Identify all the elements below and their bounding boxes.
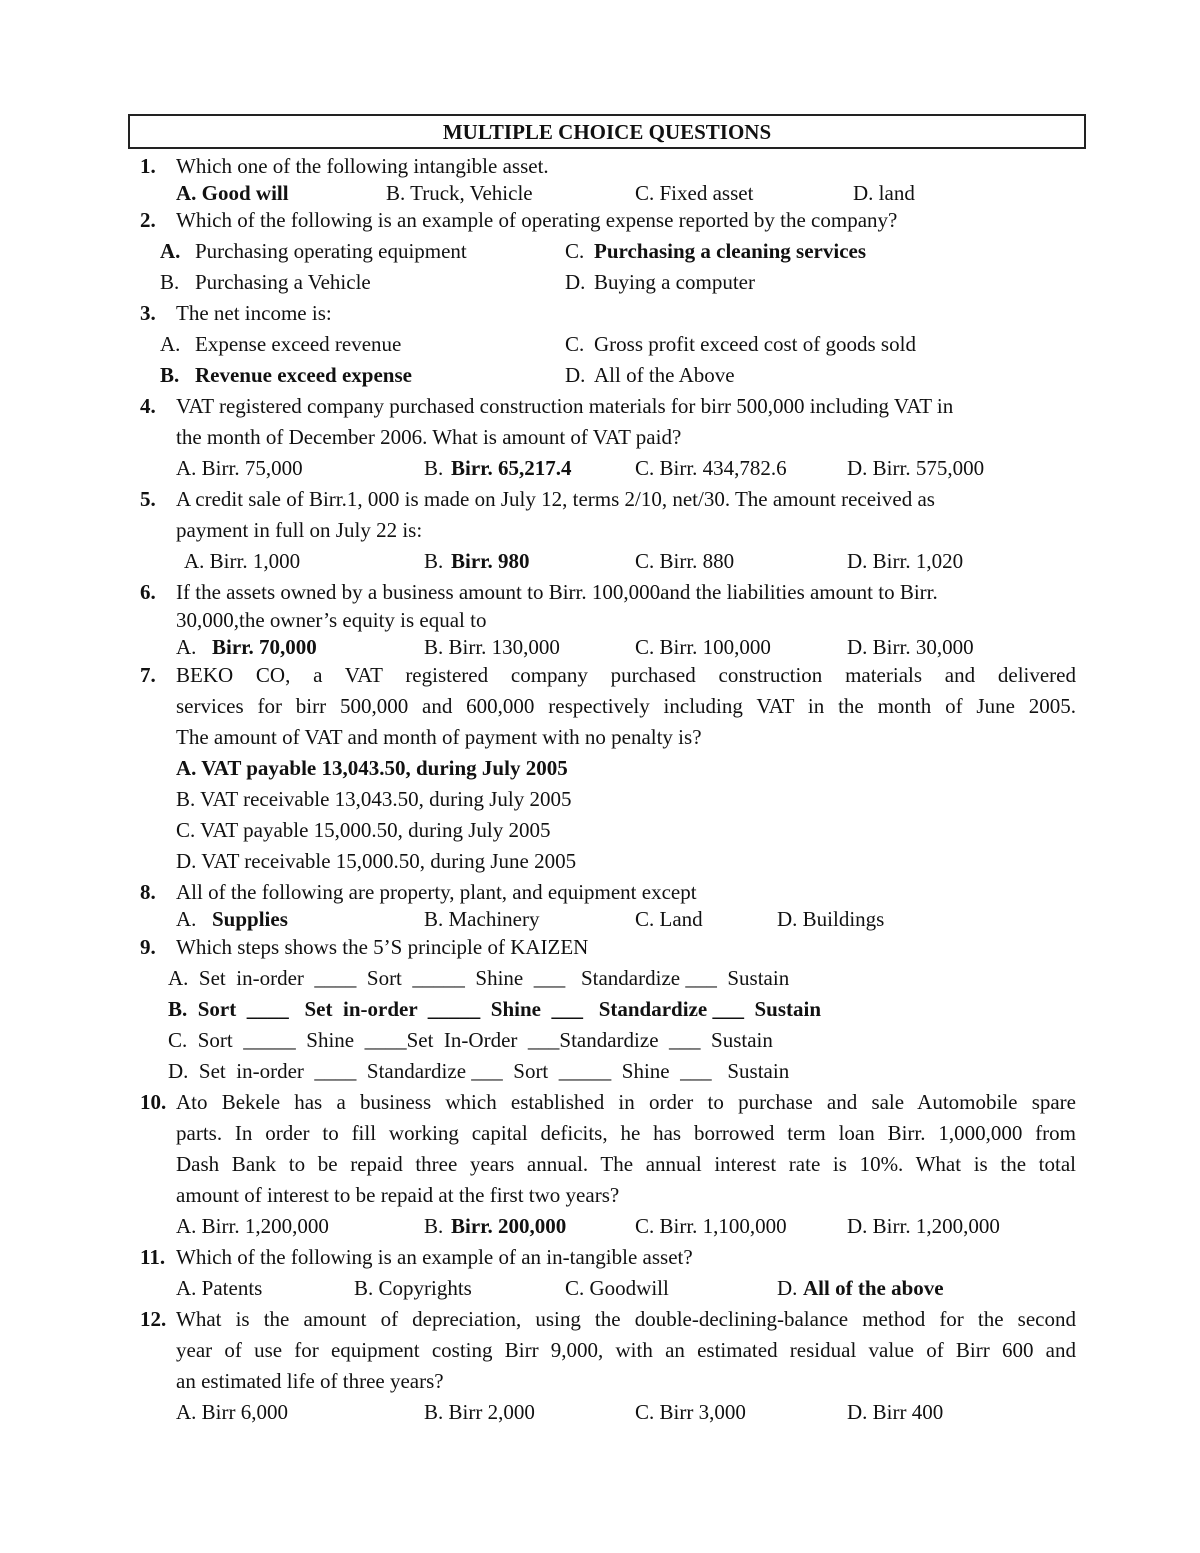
- question-text-line1: What is the amount of depreciation, using the double-declining-balance method for the second: [176, 1307, 1076, 1331]
- page-title: MULTIPLE CHOICE QUESTIONS: [128, 114, 1086, 149]
- option-b: Birr. 65,217.4: [451, 456, 572, 480]
- option-b: Birr. 980: [451, 549, 530, 573]
- option-c: C. Land: [635, 907, 703, 931]
- question-text: Which steps shows the 5’S principle of KAIZEN: [176, 935, 589, 959]
- question-number: 2.: [140, 208, 156, 232]
- option-c: C. Fixed asset: [635, 181, 754, 205]
- question-text-line2: 30,000,the owner’s equity is equal to: [176, 608, 487, 632]
- question-text-line1: BEKO CO, a VAT registered company purchased construction materials and delivered: [176, 663, 1076, 687]
- option-d-letter: D.: [777, 1276, 798, 1300]
- question-text-line1: If the assets owned by a business amount to Birr. 100,000and the liabilities amount to Birr.: [176, 580, 938, 604]
- option-d: D. land: [853, 181, 915, 205]
- option-d: D. Birr. 30,000: [847, 635, 974, 659]
- question-text-line2: services for birr 500,000 and 600,000 respectively including VAT in the month of June 2005.: [176, 694, 1076, 718]
- question-text-line2: parts. In order to fill working capital deficits, he has borrowed term loan Birr. 1,000,000 from: [176, 1121, 1076, 1145]
- option-b-letter: B.: [424, 1214, 444, 1238]
- option-c: C. Birr. 100,000: [635, 635, 771, 659]
- option-b: Birr. 200,000: [451, 1214, 567, 1238]
- option-b: B. Machinery: [424, 907, 540, 931]
- option-c-letter: C.: [565, 332, 585, 356]
- question-text-line2: the month of December 2006. What is amount of VAT paid?: [176, 425, 682, 449]
- option-c: Gross profit exceed cost of goods sold: [594, 332, 916, 356]
- question-number: 8.: [140, 880, 156, 904]
- option-d: D. Set in-order ____ Standardize ___ Sort _____ Shine ___ Sustain: [168, 1059, 790, 1083]
- option-c: C. Sort _____ Shine ____Set In-Order ___Standardize ___ Sustain: [168, 1028, 773, 1052]
- option-b-letter: B.: [160, 270, 180, 294]
- question-number: 5.: [140, 487, 156, 511]
- option-d-letter: D.: [565, 363, 586, 387]
- option-a: Birr. 70,000: [212, 635, 317, 659]
- question-number: 4.: [140, 394, 156, 418]
- option-a-letter: A.: [176, 907, 197, 931]
- question-text-line2: payment in full on July 22 is:: [176, 518, 423, 542]
- option-d: D. Birr. 1,020: [847, 549, 964, 573]
- option-a-letter: A.: [176, 635, 197, 659]
- option-a: A. Set in-order ____ Sort _____ Shine ___ Standardize ___ Sustain: [168, 966, 790, 990]
- question-text-line2: year of use for equipment costing Birr 9,000, with an estimated residual value of Birr 600 and: [176, 1338, 1076, 1362]
- option-d: D. Birr. 575,000: [847, 456, 985, 480]
- question-text: Which of the following is an example of operating expense reported by the company?: [176, 208, 898, 232]
- option-c: Purchasing a cleaning services: [594, 239, 867, 263]
- question-text: Which of the following is an example of an in-tangible asset?: [176, 1245, 693, 1269]
- question-text-line4: amount of interest to be repaid at the first two years?: [176, 1183, 620, 1207]
- option-d: D. Birr 400: [847, 1400, 944, 1424]
- option-d-letter: D.: [565, 270, 586, 294]
- question-number: 10.: [140, 1090, 167, 1114]
- option-b-letter: B.: [424, 456, 444, 480]
- question-text-line1: A credit sale of Birr.1, 000 is made on July 12, terms 2/10, net/30. The amount received as: [176, 487, 935, 511]
- question-text: Which one of the following intangible asset.: [176, 154, 549, 178]
- option-a: Purchasing operating equipment: [195, 239, 467, 263]
- question-number: 1.: [140, 154, 156, 178]
- option-a-letter: A.: [160, 332, 181, 356]
- question-text-line1: Ato Bekele has a business which established in order to purchase and sale Automobile spare: [176, 1090, 1076, 1114]
- option-b: Purchasing a Vehicle: [195, 270, 371, 294]
- option-d: D. Buildings: [777, 907, 885, 931]
- option-d: Buying a computer: [594, 270, 755, 294]
- option-b: B. Truck, Vehicle: [386, 181, 533, 205]
- option-a: A. Birr. 1,200,000: [176, 1214, 329, 1238]
- question-text: The net income is:: [176, 301, 332, 325]
- option-c: C. Birr. 434,782.6: [635, 456, 787, 480]
- option-b: Revenue exceed expense: [195, 363, 412, 387]
- option-c-letter: C.: [565, 239, 585, 263]
- option-b: B. Birr 2,000: [424, 1400, 535, 1424]
- option-c: C. Birr. 880: [635, 549, 735, 573]
- question-text-line3: The amount of VAT and month of payment with no penalty is?: [176, 725, 702, 749]
- option-a: A. VAT payable 13,043.50, during July 2005: [176, 756, 568, 780]
- option-a: A. Patents: [176, 1276, 263, 1300]
- option-b: B. Sort ____ Set in-order _____ Shine ___ Standardize ___ Sustain: [168, 997, 821, 1021]
- option-c: C. Birr. 1,100,000: [635, 1214, 787, 1238]
- option-c: C. Goodwill: [565, 1276, 669, 1300]
- question-number: 6.: [140, 580, 156, 604]
- option-b-letter: B.: [424, 549, 444, 573]
- option-c: C. Birr 3,000: [635, 1400, 746, 1424]
- option-d: D. Birr. 1,200,000: [847, 1214, 1000, 1238]
- question-number: 7.: [140, 663, 156, 687]
- option-b-letter: B.: [160, 363, 180, 387]
- question-number: 3.: [140, 301, 156, 325]
- option-a: A. Birr 6,000: [176, 1400, 288, 1424]
- option-d: All of the above: [803, 1276, 944, 1300]
- option-a: A. Birr. 75,000: [176, 456, 303, 480]
- option-a: A. Birr. 1,000: [184, 549, 301, 573]
- option-a-letter: A.: [160, 239, 181, 263]
- question-number: 12.: [140, 1307, 167, 1331]
- question-text-line3: an estimated life of three years?: [176, 1369, 444, 1393]
- option-b: B. VAT receivable 13,043.50, during July 2005: [176, 787, 572, 811]
- option-a: Expense exceed revenue: [195, 332, 402, 356]
- option-c: C. VAT payable 15,000.50, during July 2005: [176, 818, 551, 842]
- option-d: All of the Above: [594, 363, 735, 387]
- option-b: B. Birr. 130,000: [424, 635, 560, 659]
- option-a: Supplies: [212, 907, 288, 931]
- question-number: 9.: [140, 935, 156, 959]
- question-text: All of the following are property, plant, and equipment except: [176, 880, 697, 904]
- question-text-line3: Dash Bank to be repaid three years annual. The annual interest rate is 10%. What is the total: [176, 1152, 1076, 1176]
- question-text-line1: VAT registered company purchased construction materials for birr 500,000 including VAT in: [176, 394, 954, 418]
- option-b: B. Copyrights: [354, 1276, 472, 1300]
- option-a: A. Good will: [176, 181, 289, 205]
- option-d: D. VAT receivable 15,000.50, during June 2005: [176, 849, 577, 873]
- question-number: 11.: [140, 1245, 166, 1269]
